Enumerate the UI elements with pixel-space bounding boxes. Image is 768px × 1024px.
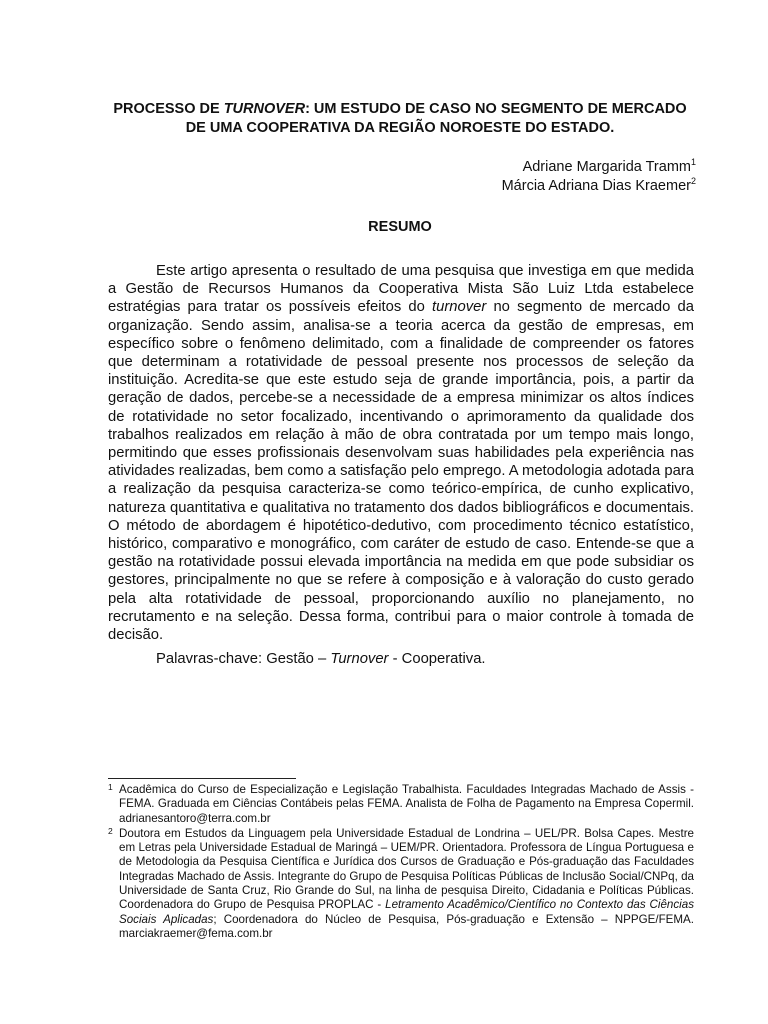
- footnote-2: [108, 827, 694, 941]
- footnote-separator: [108, 778, 296, 779]
- keywords-suffix: - Cooperativa.: [388, 651, 486, 667]
- keywords: [156, 651, 486, 667]
- abstract-heading: RESUMO: [368, 219, 432, 235]
- author-2-name: Márcia Adriana Dias Kraemer: [501, 178, 691, 194]
- footnote-2-text-part1: Doutora em Estudos da Linguagem pela Universidade Estadual de Londrina – UEL/PR. Bolsa Capes. Mestre em Letras pela Universidade Estadual de Maringá – UEM/PR. Orientadora. Professora de Língua Portuguesa e de Metodologia da Pesquisa Científica e Jurídica dos Cursos de Graduação e Pós-graduação das Faculdades Integradas Machado de Assis. Integrante do Grupo de Pesquisa Políticas Públicas de Inclusão Social/CNPq, da Universidade de Santa Cruz, Rio Grande do Sul, na linha de pesquisa Direito, Cidadania e Políticas Públicas. Coordenadora do Grupo de Pesquisa PROPLAC -: [119, 826, 694, 912]
- footnote-1: [108, 783, 694, 826]
- author-1-footnote-mark: 1: [690, 157, 696, 168]
- author-block: [502, 158, 696, 196]
- author-2-footnote-mark: 2: [690, 176, 696, 187]
- abstract-body: [108, 262, 694, 644]
- footnote-2-text-part2: ; Coordenadora do Núcleo de Pesquisa, Pós-graduação e Extensão – NPPGE/FEMA. marciakraemer@fema.com.br: [119, 912, 694, 940]
- abstract-italic-term: turnover: [432, 299, 487, 316]
- abstract-text-part2: no segmento de mercado da organização. Sendo assim, analisa-se a teoria acerca da gestão de empresas, em específico sobre o fenômeno delimitado, com a finalidade de compreender os fatores que determinam a rotatividade de pessoal presente nos processos de seleção da instituição. Acredita-se que este estudo seja de grande importância, pois, a partir da geração de dados, percebe-se a necessidade de a empresa minimizar os altos índices de rotatividade no setor focalizado, incentivando o aprimoramento da qualidade dos trabalhos realizados em relação à mão de obra contratada por um tempo mais longo, permitindo que esses profissionais desenvolvam suas habilidades pela experiência nas atividades realizadas, bem como a satisfação pelo emprego. A metodologia adotada para a realização da pesquisa caracteriza-se como teórico-empírica, de cunho explicativo, natureza quantitativa e qualitativa no tratamento dos dados bibliográficos e documentais. O método de abordagem é hipotético-dedutivo, com procedimento técnico estatístico, histórico, comparativo e monográfico, com caráter de estudo de caso. Entende-se que a gestão na rotatividade possui elevada importância na medida em que pode subsidiar os gestores, principalmente no que se refere à composição e à valoração do custo gerado pela alta rotatividade de pessoal, proporcionando auxílio no planejamento, no recrutamento e na seleção. Dessa forma, contribui para o maior controle à tomada de decisão.: [108, 299, 695, 644]
- keywords-italic-term: Turnover: [330, 651, 389, 667]
- author-1: [502, 158, 696, 177]
- footnotes: [108, 783, 694, 941]
- author-1-name: Adriane Margarida Tramm: [522, 159, 691, 175]
- footnote-1-mark: 1: [108, 782, 113, 792]
- title-suffix: : UM ESTUDO DE CASO NO SEGMENTO DE MERCADO DE UMA COOPERATIVA DA REGIÃO NOROESTE DO ESTADO.: [185, 101, 687, 136]
- author-2: [502, 177, 696, 196]
- abstract-text-part1: Este artigo apresenta o resultado de uma pesquisa que investiga em que medida a Gestão de Recursos Humanos da Cooperativa Mista São Luiz Ltda estabelece estratégias para tratar os possíveis efeitos do: [108, 263, 694, 316]
- title-prefix: PROCESSO DE: [113, 101, 224, 117]
- footnote-2-italic-title: Letramento Acadêmico/Científico no Contexto das Ciências Sociais Aplicadas: [119, 898, 694, 926]
- title-italic-term: TURNOVER: [223, 101, 306, 117]
- footnote-1-text: Acadêmica do Curso de Especialização e Legislação Trabalhista. Faculdades Integradas Machado de Assis - FEMA. Graduada em Ciências Contábeis pelas FEMA. Analista de Folha de Pagamento na Empresa Copermil. adrianesantoro@terra.com.br: [119, 783, 694, 825]
- keywords-prefix: Palavras-chave: Gestão –: [156, 651, 331, 667]
- footnote-2-mark: 2: [108, 825, 113, 836]
- paper-title: [108, 100, 692, 138]
